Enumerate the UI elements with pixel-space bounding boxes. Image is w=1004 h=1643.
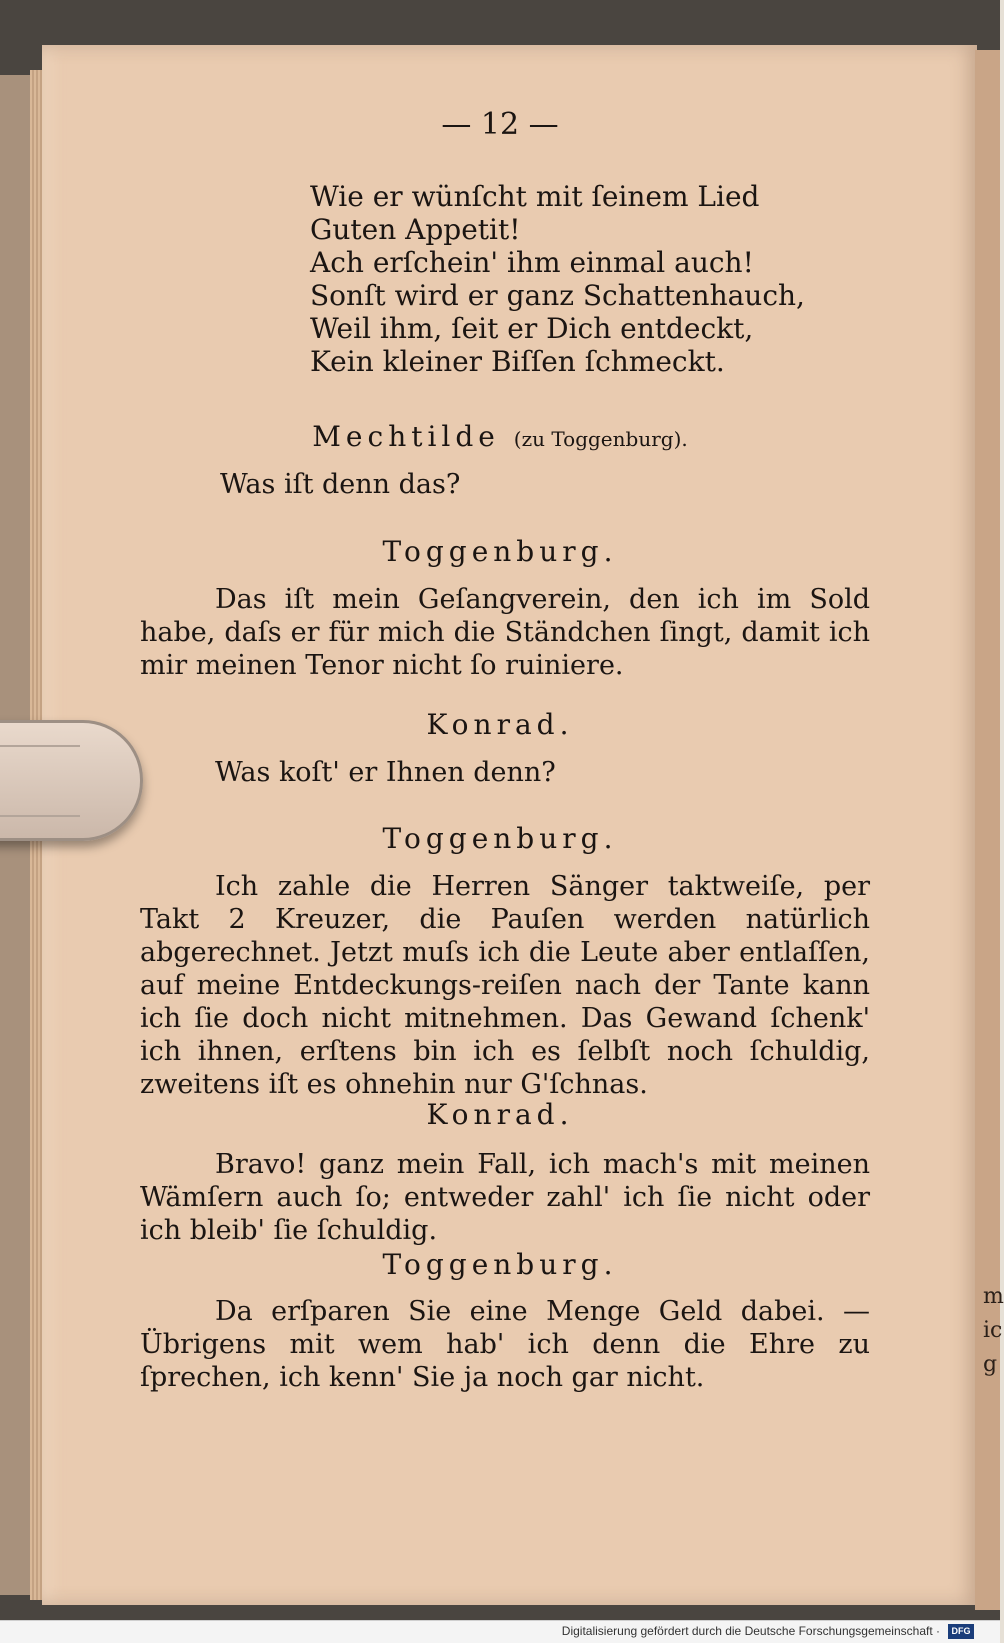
dialogue-line: Was koſt' er Ihnen denn? [215,757,556,788]
speaker-heading: Konrad. [426,1098,574,1131]
stage-direction: (zu Toggenburg). [513,427,688,451]
next-page-fragments [983,1280,1004,1382]
speaker-heading: Konrad. [426,708,574,741]
verse-line: Sonſt wird er ganz Schattenhauch, [310,279,805,312]
dialogue-line: Was iſt denn das? [220,469,461,500]
dialogue-line: Ich zahle die Herren Sänger taktweiſe, per Takt 2 Kreuzer, die Pauſen werden natürlich abgerechnet. Jetzt muſs ich die Leute aber entlaſſen, auf meine Entdeckungs-reiſen nach der Tante kann ich ſie doch nicht mitnehmen. Das Gewand ſchenk' ich ihnen, erſtens bin ich es ſelbſt noch ſchuldig, zweitens iſt es ohnehin nur G'ſchnas. [140,871,870,1100]
dialogue-line: Bravo! ganz mein Fall, ich mach's mit meinen Wämſern auch ſo; entweder zahl' ich ſie nicht oder ich bleib' ſie ſchuldig. [140,1149,870,1246]
verse-block [310,180,870,378]
verse-line: Wie er wünſcht mit ſeinem Lied [310,180,760,213]
fragment: m [983,1284,1004,1309]
verse-line: Guten Appetit! [310,213,521,246]
fragment: g [983,1352,998,1377]
speaker-heading: Toggenburg. [382,822,618,855]
speaker-heading: Toggenburg. [382,535,618,568]
footer-credit: Digitalisierung gefördert durch die Deutsche Forschungsgemeinschaft · [561,1624,940,1638]
speaker-name: Mechtilde [312,420,500,453]
dialogue-line: Das iſt mein Geſangverein, den ich im Sold habe, daſs er für mich die Ständchen ſingt, damit ich mir meinen Tenor nicht ſo ruiniere. [140,584,870,681]
dialogue-line: Da erſparen Sie eine Menge Geld dabei. — Übrigens mit wem hab' ich denn die Ehre zu ſprechen, ich kenn' Sie ja noch gar nicht. [140,1296,870,1393]
verse-line: Kein kleiner Biſſen ſchmeckt. [310,345,725,378]
dfg-logo: DFG [948,1624,974,1639]
verse-line: Ach erſchein' ihm einmal auch! [310,246,754,279]
footer-bar [0,1620,1000,1643]
page-number: — 12 — [441,107,559,142]
speaker-heading [0,420,1000,456]
fragment: ic [983,1318,1003,1343]
verse-line: Weil ihm, ſeit er Dich entdeckt, [310,312,754,345]
speaker-heading: Toggenburg. [382,1248,618,1281]
